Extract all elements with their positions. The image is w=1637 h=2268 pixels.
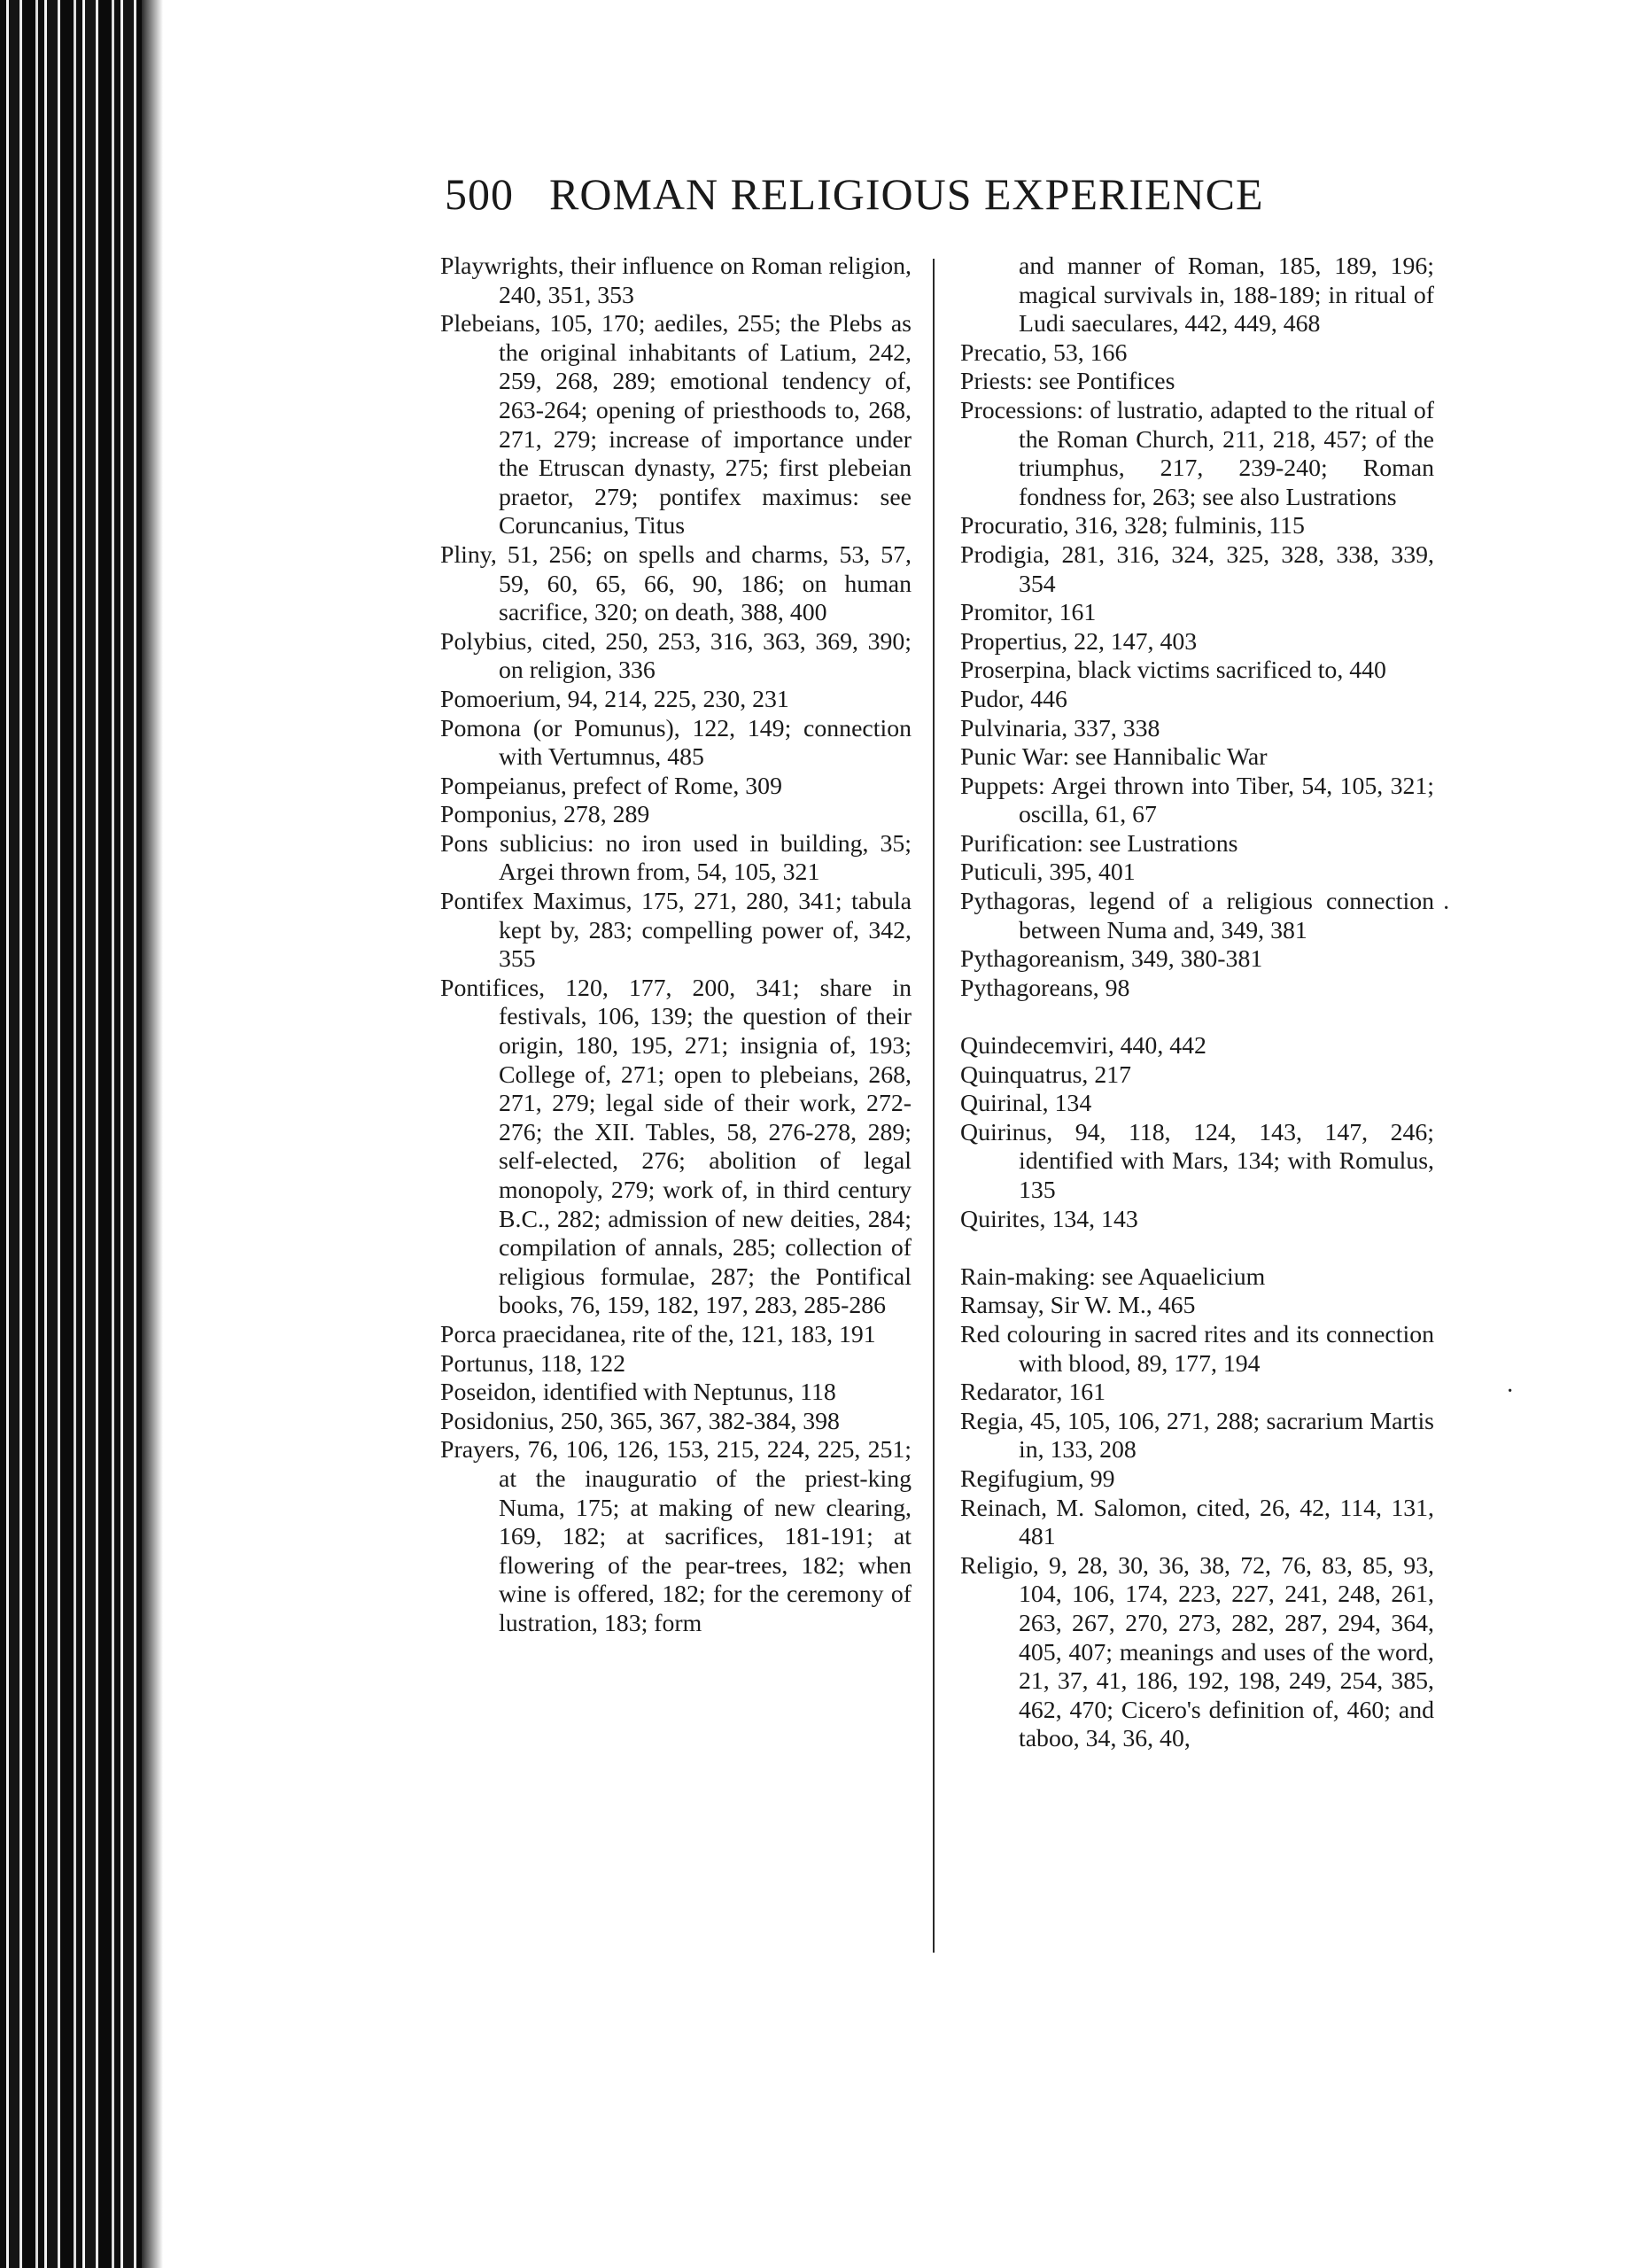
- index-entry: Processions: of lustratio, adapted to the ritual of the Roman Church, 211, 218, 457; of the triumphus, 217, 239-240; Roman fondness for, 263; see also Lustrations: [960, 396, 1434, 511]
- index-entry: Proserpina, black victims sacrificed to, 440: [960, 656, 1386, 685]
- index-entry: Pons sublicius: no iron used in building, 35; Argei thrown from, 54, 105, 321: [440, 829, 912, 887]
- index-entry: Posidonius, 250, 365, 367, 382-384, 398: [440, 1407, 840, 1435]
- index-entry: Pompeianus, prefect of Rome, 309: [440, 772, 782, 800]
- index-entry: Propertius, 22, 147, 403: [960, 627, 1198, 656]
- index-entry: Quirites, 134, 143: [960, 1205, 1138, 1233]
- index-entry: Pontifex Maximus, 175, 271, 280, 341; tabula kept by, 283; compelling power of, 342, 355: [440, 888, 912, 974]
- index-entry: Ramsay, Sir W. M., 465: [960, 1292, 1196, 1320]
- index-column-left: [440, 252, 912, 1639]
- index-entry: Playwrights, their influence on Roman religion, 240, 351, 353: [440, 252, 912, 309]
- page-number: 500: [445, 169, 514, 219]
- index-entry-continued: and manner of Roman, 185, 189, 196; magical survivals in, 188-189; in ritual of Ludi saeculares, 442, 449, 468: [1019, 252, 1434, 338]
- margin-speck: ·: [1442, 895, 1451, 922]
- column-divider: [933, 259, 935, 1953]
- index-entry: Redarator, 161: [960, 1379, 1106, 1407]
- index-entry: Pythagoreanism, 349, 380-381: [960, 945, 1263, 974]
- index-entry: Prayers, 76, 106, 126, 153, 215, 224, 225, 251; at the inauguratio of the priest-king Numa, 175; at making of new clearing, 169, 182; at sacrifices, 181-191; at flowering of the pear-trees, 182; when wine is offered, 182; for the ceremony of lustration, 183; form: [440, 1436, 912, 1637]
- index-entry: Religio, 9, 28, 30, 36, 38, 72, 76, 83, 85, 93, 104, 106, 174, 223, 227, 241, 248, 261, 263, 267, 270, 273, 282, 287, 294, 364, 405, 407; meanings and uses of the word, 21, 37, 41, 186, 192, 198, 249, 254, 385, 462, 470; Cicero's definition of, 460; and taboo, 34, 36, 40,: [960, 1551, 1434, 1753]
- index-entry: Pontifices, 120, 177, 200, 341; share in festivals, 106, 139; the question of their origin, 180, 195, 271; insignia of, 193; College of, 271; open to plebeians, 268, 271, 279; legal side of their work, 272-276; the XII. Tables, 58, 276-278, 289; self-elected, 276; abolition of legal monopoly, 279; work of, in third century B.C., 282; admission of new deities, 284; compilation of annals, 285; collection of religious formulae, 287; the Pontifical books, 76, 159, 182, 197, 283, 285-286: [440, 974, 912, 1320]
- index-entry: Puticuli, 395, 401: [960, 858, 1136, 887]
- index-entry: Quirinus, 94, 118, 124, 143, 147, 246; identified with Mars, 134; with Romulus, 135: [960, 1118, 1434, 1204]
- index-entry: Prodigia, 281, 316, 324, 325, 328, 338, 339, 354: [960, 540, 1434, 598]
- index-entry: Precatio, 53, 166: [960, 338, 1128, 367]
- index-entry: Puppets: Argei thrown into Tiber, 54, 105, 321; oscilla, 61, 67: [960, 772, 1434, 829]
- margin-speck: ·: [1506, 1378, 1515, 1405]
- index-entry: Purification: see Lustrations: [960, 829, 1238, 858]
- index-entry: Red colouring in sacred rites and its connection with blood, 89, 177, 194: [960, 1320, 1434, 1378]
- index-entry: Plebeians, 105, 170; aediles, 255; the Plebs as the original inhabitants of Latium, 242, 259, 268, 289; emotional tendency of, 263-264; opening of priesthoods to, 268, 271, 279; increase of importance under the Etruscan dynasty, 275; first plebeian praetor, 279; pontifex maximus: see Coruncanius, Titus: [440, 310, 912, 540]
- index-entry: Priests: see Pontifices: [960, 368, 1175, 396]
- index-entry: Pliny, 51, 256; on spells and charms, 53, 57, 59, 60, 65, 66, 90, 186; on human sacrifice, 320; on death, 388, 400: [440, 540, 912, 627]
- index-entry: Quindecemviri, 440, 442: [960, 1032, 1206, 1060]
- index-entry: Regifugium, 99: [960, 1464, 1115, 1493]
- index-entry: Regia, 45, 105, 106, 271, 288; sacrarium Martis in, 133, 208: [960, 1407, 1434, 1464]
- running-title: ROMAN RELIGIOUS EXPERIENCE: [549, 169, 1264, 219]
- index-entry: Procuratio, 316, 328; fulminis, 115: [960, 512, 1305, 540]
- page-header: [445, 168, 1331, 220]
- index-entry: Promitor, 161: [960, 599, 1097, 627]
- section-gap: [960, 1234, 1434, 1263]
- index-entry: Pomoerium, 94, 214, 225, 230, 231: [440, 685, 789, 713]
- index-entry: Quinquatrus, 217: [960, 1060, 1132, 1089]
- index-entry: Poseidon, identified with Neptunus, 118: [440, 1379, 836, 1407]
- book-binding-edge: [0, 0, 142, 2268]
- index-entry: Reinach, M. Salomon, cited, 26, 42, 114, 131, 481: [960, 1494, 1434, 1551]
- index-entry: Porca praecidanea, rite of the, 121, 183, 191: [440, 1320, 876, 1348]
- index-entry: Rain-making: see Aquaelicium: [960, 1262, 1266, 1291]
- index-entry: Quirinal, 134: [960, 1090, 1092, 1118]
- index-entry: Pulvinaria, 337, 338: [960, 714, 1160, 742]
- index-entry: Pomona (or Pomunus), 122, 149; connection with Vertumnus, 485: [440, 714, 912, 772]
- index-column-right: [960, 252, 1434, 1754]
- index-entry: Portunus, 118, 122: [440, 1349, 626, 1378]
- index-entry: Polybius, cited, 250, 253, 316, 363, 369, 390; on religion, 336: [440, 627, 912, 685]
- binding-shadow: [142, 0, 163, 2268]
- index-entry: Pudor, 446: [960, 685, 1067, 713]
- section-gap: [960, 1003, 1434, 1032]
- index-entry: Pythagoras, legend of a religious connection between Numa and, 349, 381: [960, 888, 1434, 944]
- index-entry: Pythagoreans, 98: [960, 974, 1130, 1002]
- index-entry: Pomponius, 278, 289: [440, 801, 650, 829]
- index-entry: Punic War: see Hannibalic War: [960, 743, 1268, 772]
